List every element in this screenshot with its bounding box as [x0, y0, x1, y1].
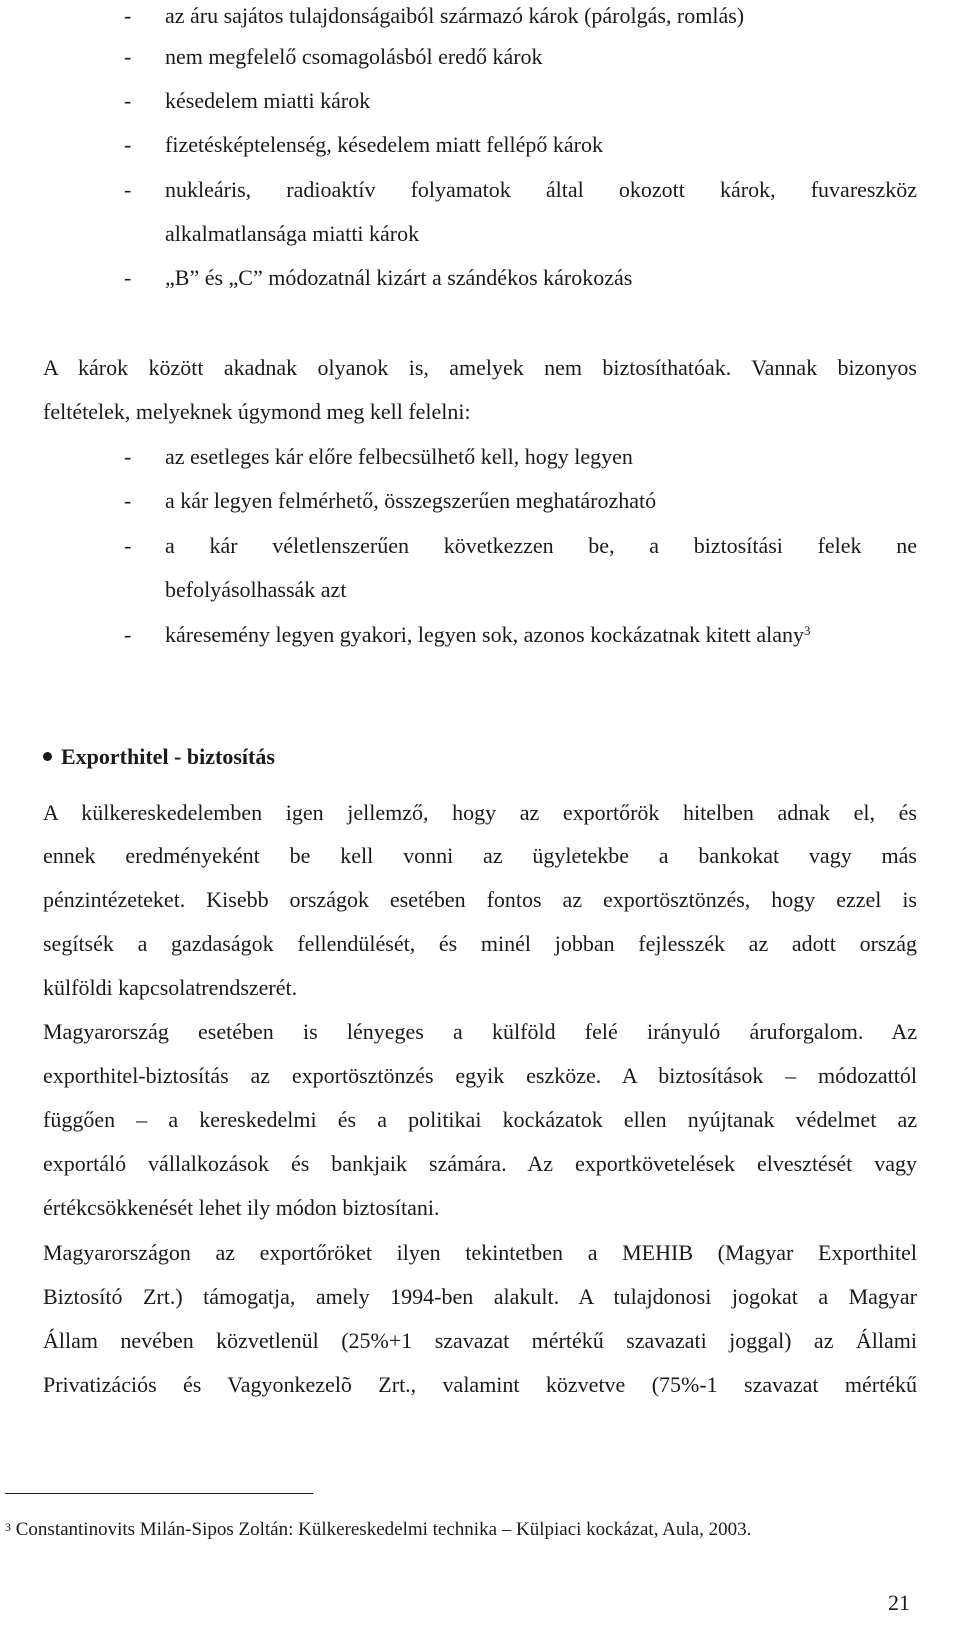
list-item-continuation: befolyásolhassák azt	[165, 577, 347, 602]
paragraph-line: Állam nevében közvetlenül (25%+1 szavazat mértékű szavazati joggal) az Állami	[43, 1328, 917, 1353]
list-dash: -	[124, 44, 132, 69]
bullet-icon	[43, 752, 52, 761]
paragraph-line: Biztosító Zrt.) támogatja, amely 1994-ben alakult. A tulajdonosi jogokat a Magyar	[43, 1284, 917, 1309]
list-item: nem megfelelő csomagolásból eredő károk	[165, 44, 543, 69]
footnote-divider	[5, 1493, 313, 1494]
list-item: „B” és „C” módozatnál kizárt a szándékos károkozás	[165, 265, 633, 290]
list-item: fizetésképtelenség, késedelem miatt fellépő károk	[165, 132, 603, 157]
list-dash: -	[124, 88, 132, 113]
list-item-text: káresemény legyen gyakori, legyen sok, azonos kockázatnak kitett alany	[165, 622, 804, 647]
list-dash: -	[124, 488, 132, 513]
list-item: az esetleges kár előre felbecsülhető kell, hogy legyen	[165, 444, 633, 469]
footnote-text: Constantinovits Milán-Sipos Zoltán: Külkereskedelmi technika – Külpiaci kockázat, Aula, 2003.	[15, 1519, 752, 1540]
paragraph-line: A külkereskedelemben igen jellemző, hogy az exportőrök hitelben adnak el, és	[43, 800, 917, 825]
list-item: a kár véletlenszerűen következzen be, a biztosítási felek ne	[165, 533, 917, 558]
list-dash: -	[124, 533, 132, 558]
paragraph-line: külföldi kapcsolatrendszerét.	[43, 975, 298, 1000]
paragraph-line: A károk között akadnak olyanok is, amelyek nem biztosíthatóak. Vannak bizonyos	[43, 355, 917, 380]
list-item: nukleáris, radioaktív folyamatok által okozott károk, fuvareszköz	[165, 177, 917, 202]
list-item: a kár legyen felmérhető, összegszerűen meghatározható	[165, 488, 657, 513]
paragraph-line: Magyarország esetében is lényeges a külföld felé irányuló áruforgalom. Az	[43, 1019, 917, 1044]
footnote-reference[interactable]: 3	[804, 623, 811, 638]
section-heading-text: Exporthitel - biztosítás	[61, 744, 275, 769]
paragraph-line: ennek eredményeként be kell vonni az ügyletekbe a bankokat vagy más	[43, 843, 917, 868]
paragraph-line: Privatizációs és Vagyonkezelõ Zrt., valamint közvetve (75%-1 szavazat mértékű	[43, 1372, 917, 1397]
list-item: késedelem miatti károk	[165, 88, 371, 113]
paragraph-line: pénzintézeteket. Kisebb országok esetében fontos az exportösztönzés, hogy ezzel is	[43, 887, 917, 912]
paragraph-line: Magyarországon az exportőröket ilyen tekintetben a MEHIB (Magyar Exporthitel	[43, 1240, 917, 1265]
list-dash: -	[124, 3, 132, 28]
list-item: az áru sajátos tulajdonságaiból származó károk (párolgás, romlás)	[165, 3, 745, 28]
list-dash: -	[124, 622, 132, 647]
list-dash: -	[124, 444, 132, 469]
paragraph-line: exportáló vállalkozások és bankjaik számára. Az exportkövetelések elvesztését vagy	[43, 1151, 917, 1176]
list-item	[165, 622, 811, 648]
paragraph-line: függően – a kereskedelmi és a politikai kockázatok ellen nyújtanak védelmet az	[43, 1107, 917, 1132]
page-number: 21	[888, 1590, 910, 1615]
paragraph-line: feltételek, melyeknek úgymond meg kell felelni:	[43, 399, 471, 424]
paragraph-line: exporthitel-biztosítás az exportösztönzés egyik eszköze. A biztosítások – módozattól	[43, 1063, 917, 1088]
list-dash: -	[124, 265, 132, 290]
footnote	[5, 1519, 751, 1541]
list-dash: -	[124, 177, 132, 202]
paragraph-line: értékcsökkenését lehet ily módon biztosítani.	[43, 1195, 440, 1220]
footnote-marker: 3	[5, 1520, 11, 1534]
paragraph-line: segítsék a gazdaságok fellendülését, és minél jobban fejlesszék az adott ország	[43, 931, 917, 956]
list-item-continuation: alkalmatlansága miatti károk	[165, 221, 420, 246]
list-dash: -	[124, 132, 132, 157]
section-heading	[43, 744, 275, 770]
